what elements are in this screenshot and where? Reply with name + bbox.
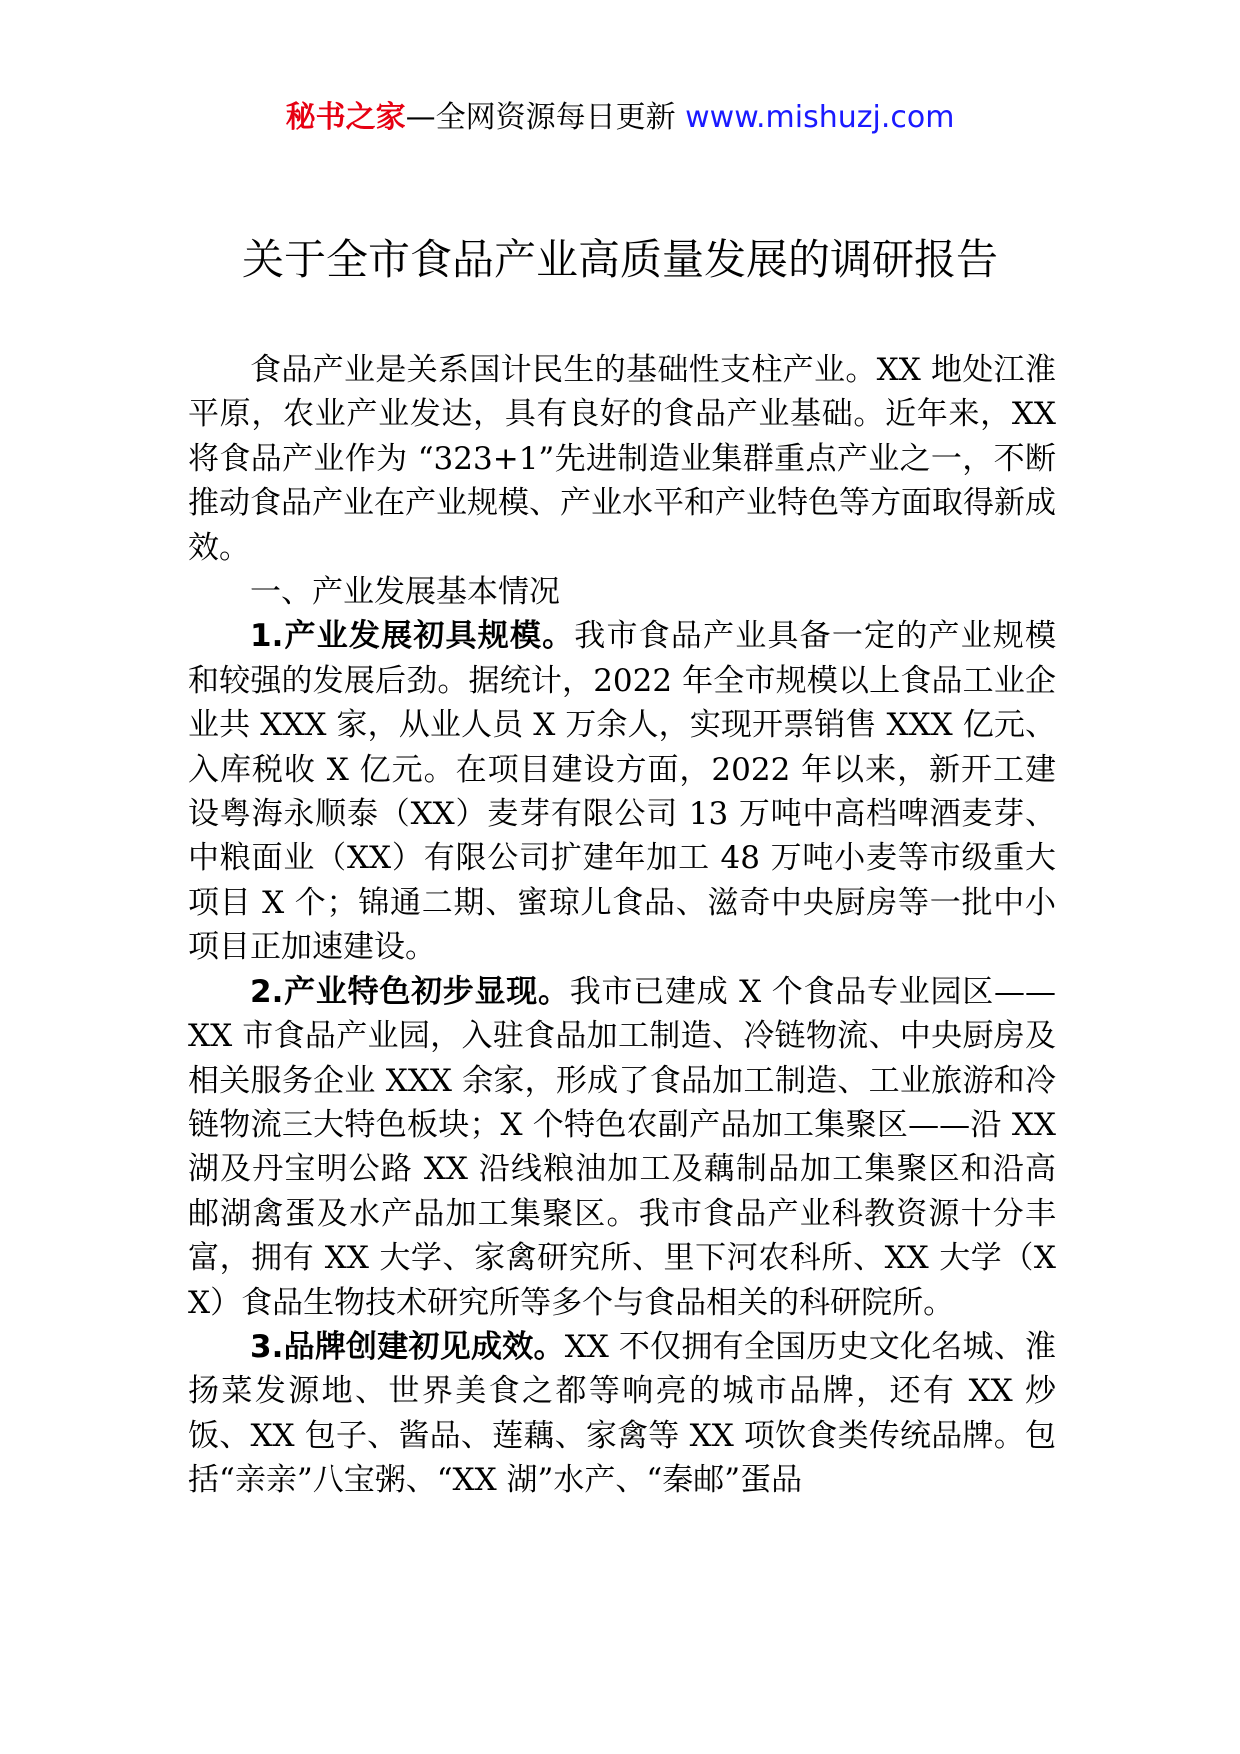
item-paragraph-2 xyxy=(188,970,1056,1325)
item-paragraph-1 xyxy=(188,614,1056,969)
site-url-link[interactable]: www.mishuzj.com xyxy=(685,100,955,135)
document-title: 关于全市食品产业高质量发展的调研报告 xyxy=(241,235,998,284)
intro-paragraph: 食品产业是关系国计民生的基础性支柱产业。XX 地处江淮平原，农业产业发达，具有良好的食品产业基础。近年来，XX 将食品产业作为 “323+1”先进制造业集群重点产业之一，不断推动食品产业在产业规模、产业水平和产业特色等方面取得新成效。 xyxy=(188,352,1056,566)
item-text-3: XX 不仅拥有全国历史文化名城、淮扬菜发源地、世界美食之都等响亮的城市品牌，还有 XX 炒饭、XX 包子、酱品、莲藕、家禽等 XX 项饮食类传统品牌。包括“亲亲”八宝粥、“XX 湖”水产、“秦邮”蛋品 xyxy=(188,1328,1056,1499)
section-heading: 一、产业发展基本情况 xyxy=(250,574,560,611)
item-text-1: 我市食品产业具备一定的产业规模和较强的发展后劲。据统计，2022 年全市规模以上食品工业企业共 XXX 家，从业人员 X 万余人，实现开票销售 XXX 亿元、入库税收 X 亿元。在项目建设方面，2022 年以来，新开工建设粤海永顺泰（XX）麦芽有限公司 13 万吨中高档啤酒麦芽、中粮面业（XX）有限公司扩建年加工 48 万吨小麦等市级重大项目 X 个；锦通二期、蜜琼儿食品、滋奇中央厨房等一批中小项目正加速建设。 xyxy=(188,618,1056,966)
item-paragraph-3 xyxy=(188,1325,1056,1503)
header-separator: — xyxy=(405,100,436,135)
site-brand: 秘书之家 xyxy=(285,100,406,135)
document-body xyxy=(188,348,1056,1503)
header-tagline: 全网资源每日更新 xyxy=(435,100,676,135)
item-text-2: 我市已建成 X 个食品专业园区——XX 市食品产业园，入驻食品加工制造、冷链物流、中央厨房及相关服务企业 XXX 余家，形成了食品加工制造、工业旅游和冷链物流三大特色板块；X 个特色农副产品加工集聚区——沿 XX 湖及丹宝明公路 XX 沿线粮油加工及藕制品加工集聚区和沿高邮湖禽蛋及水产品加工集聚区。我市食品产业科教资源十分丰富，拥有 XX 大学、家禽研究所、里下河农科所、XX 大学（XX）食品生物技术研究所等多个与食品相关的科研院所。 xyxy=(188,973,1056,1321)
item-lead-1: 1.产业发展初具规模。 xyxy=(250,618,575,655)
item-lead-3: 3.品牌创建初见成效。 xyxy=(250,1328,565,1365)
item-lead-2: 2.产业特色初步显现。 xyxy=(250,973,570,1010)
site-header xyxy=(0,98,1240,138)
